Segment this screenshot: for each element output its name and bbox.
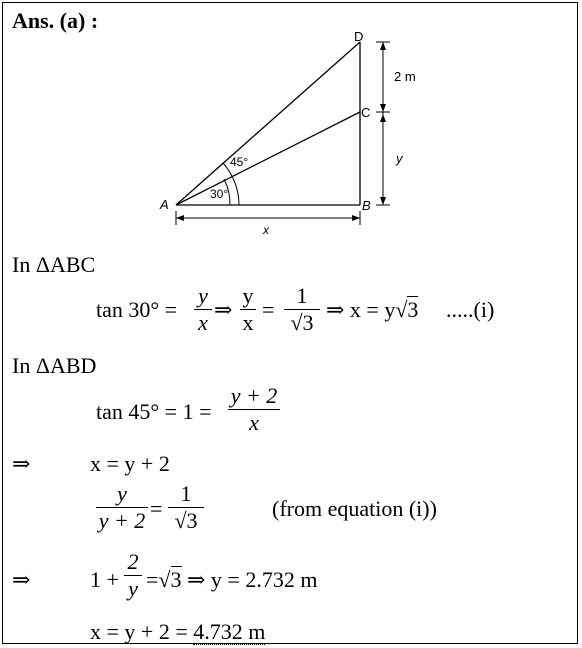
step2-arrow: ⇒ (12, 567, 31, 592)
label-a: A (160, 197, 169, 212)
eq2-prefix: tan 45° = 1 = (96, 399, 212, 424)
line-ac (176, 112, 360, 205)
label-b: B (362, 198, 371, 213)
step1-arrow: ⇒ (12, 451, 31, 476)
eq1-frac3: 1 √3 (284, 284, 320, 335)
heading-abd: In ΔABD (12, 353, 97, 378)
dim-label-x: x (263, 223, 269, 237)
triangle-diagram (150, 28, 430, 243)
step2-rest: =√3 ⇒ y = 2.732 m (146, 567, 318, 592)
step1-text: x = y + 2 (90, 451, 170, 476)
label-d: D (354, 29, 364, 44)
angle-label-45: 45° (230, 155, 249, 169)
eq1-frac2: y x (240, 284, 256, 335)
answer-title: Ans. (a) : (12, 8, 99, 33)
eq1-frac1: y x (194, 284, 212, 335)
dim-label-y: y (396, 151, 403, 166)
label-c: C (361, 105, 371, 120)
angle-label-30: 30° (210, 187, 229, 201)
dim-label-2m: 2 m (394, 69, 416, 84)
eq1-prefix: tan 30° = (96, 297, 178, 322)
step-equals: = (150, 496, 163, 521)
step-frac-b: 1 √3 (168, 482, 204, 533)
eq2-frac: y + 2 x (228, 384, 280, 435)
step-frac-a: y y + 2 (96, 482, 148, 533)
eq1-implies: ⇒ (214, 297, 233, 322)
eq1-equals: = (262, 297, 275, 322)
step2-prefix: 1 + (90, 567, 119, 592)
final-line: x = y + 2 = 4.732 m (90, 619, 266, 644)
step2-frac: 2 y (124, 550, 142, 601)
eq1-ref: .....(i) (446, 297, 495, 322)
eq1-result: ⇒ x = y√3 (326, 297, 419, 322)
line-ad (176, 42, 360, 205)
heading-abc: In ΔABC (12, 252, 96, 277)
final-value: 4.732 m (193, 619, 266, 644)
from-equation-note: (from equation (i)) (272, 496, 437, 521)
